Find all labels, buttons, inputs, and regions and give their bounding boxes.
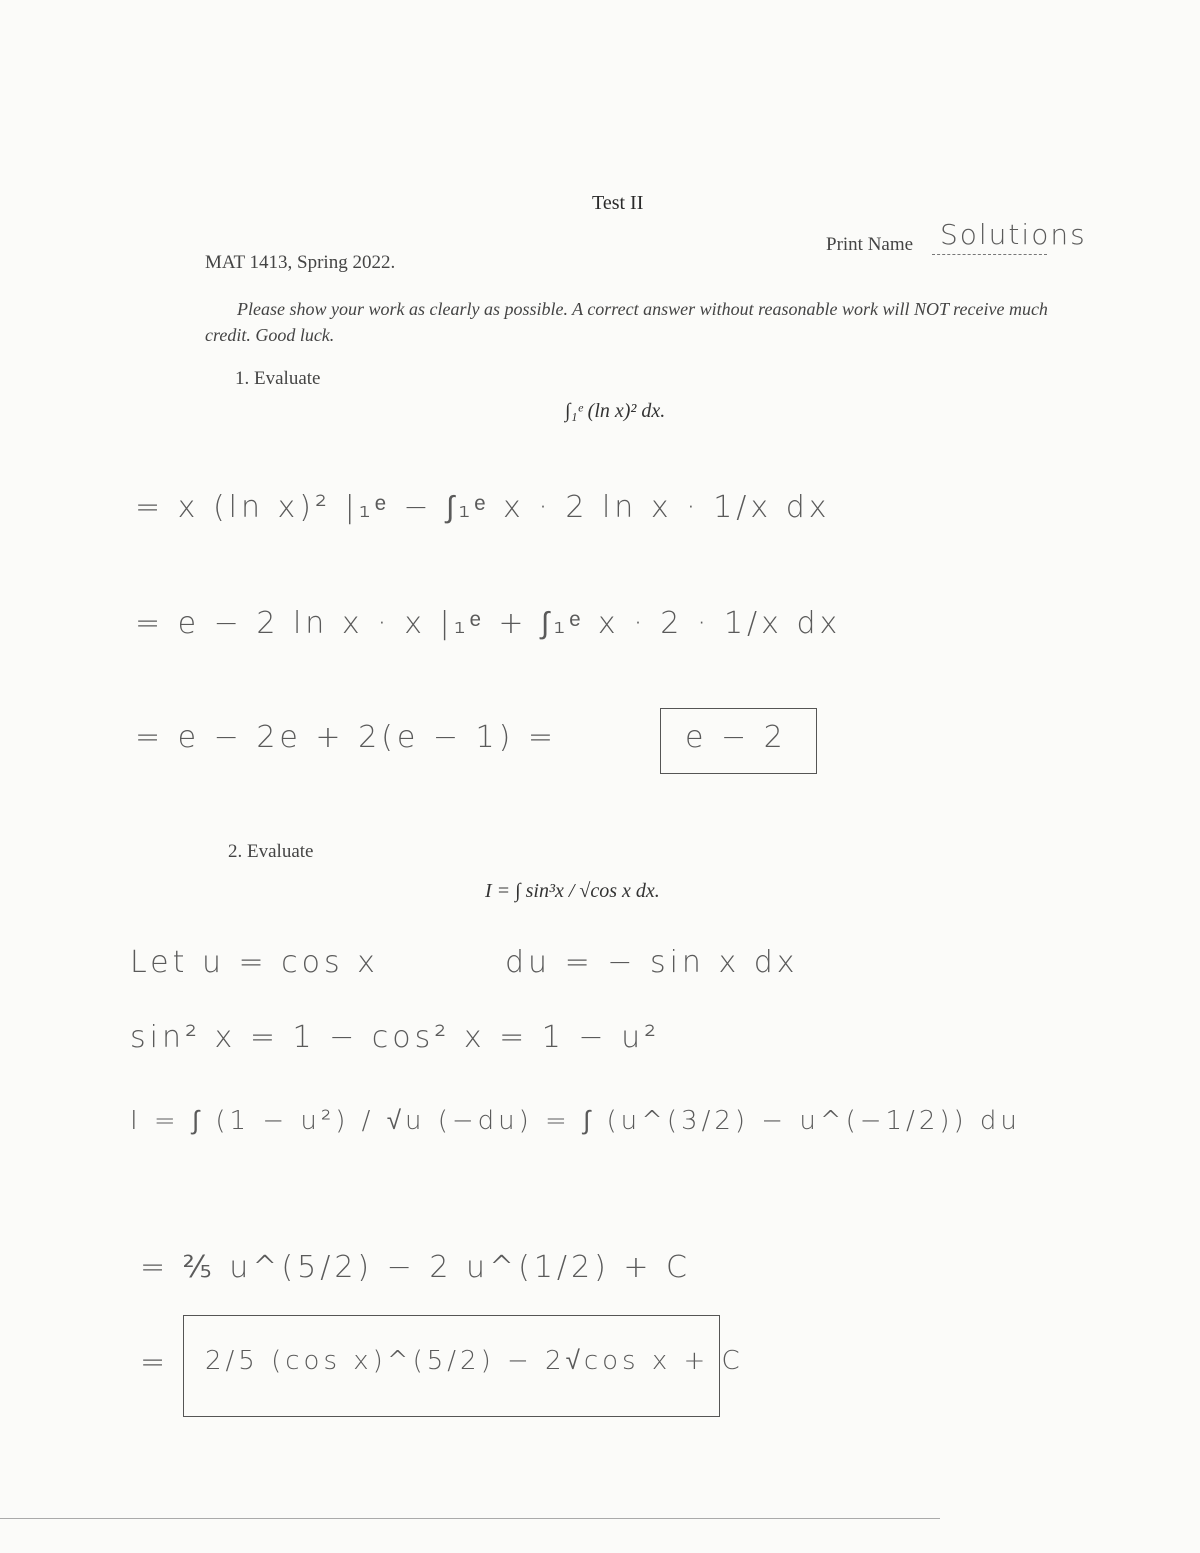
problem-1-step-3: = e − 2e + 2(e − 1) =: [135, 720, 558, 755]
problem-1-label: 1. Evaluate: [235, 368, 321, 389]
print-name-label: Print Name: [826, 234, 914, 255]
scan-edge-line: [0, 1518, 940, 1519]
problem-2-label: 2. Evaluate: [228, 841, 314, 862]
print-name-value: Solutions: [940, 218, 1087, 251]
problem-1-answer: e − 2: [685, 720, 787, 755]
problem-2-integral: I = ∫ sin³x / √cos x dx.: [485, 880, 660, 902]
print-name-line: [932, 253, 1047, 255]
page-title: Test II: [592, 192, 644, 214]
problem-2-step-let: Let u = cos x: [130, 945, 379, 980]
problem-1-integral: ∫₁ᵉ (ln x)² dx.: [565, 400, 666, 422]
instructions: Please show your work as clearly as possible. A correct answer without reasonable work will NOT receive much credit. Good luck.: [205, 299, 1048, 345]
problem-1-step-1: = x (ln x)² |₁ᵉ − ∫₁ᵉ x · 2 ln x · 1/x dx: [135, 490, 831, 525]
course-label: MAT 1413, Spring 2022.: [205, 252, 396, 273]
problem-2-step-antiderivative: = ⅖ u^(5/2) − 2 u^(1/2) + C: [140, 1250, 691, 1285]
problem-2-answer: 2/5 (cos x)^(5/2) − 2√cos x + C: [205, 1346, 744, 1376]
problem-2-step-du: du = − sin x dx: [505, 945, 799, 980]
problem-1-step-2: = e − 2 ln x · x |₁ᵉ + ∫₁ᵉ x · 2 · 1/x dx: [135, 606, 842, 641]
problem-2-step-final-equals: =: [140, 1345, 170, 1380]
problem-2-step-substitution: I = ∫ (1 − u²) / √u (−du) = ∫ (u^(3/2) − u^(−1/2)) du: [130, 1106, 1021, 1136]
problem-2-step-identity: sin² x = 1 − cos² x = 1 − u²: [130, 1020, 661, 1055]
